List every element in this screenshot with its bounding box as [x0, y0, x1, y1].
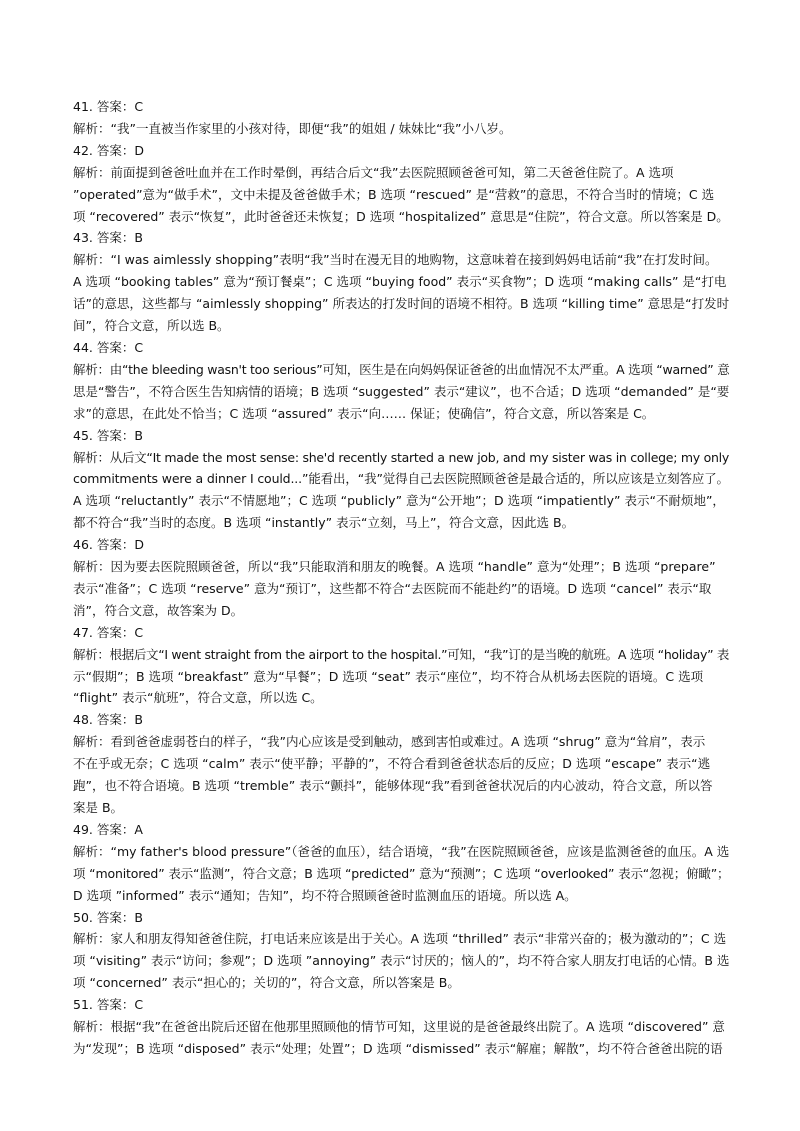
explanation-line: 解析：因为要去医院照顾爸爸，所以“我”只能取消和朋友的晚餐。A 选项 “handle” 意为“处理”；B 选项 “prepare”: [73, 559, 716, 575]
explanation-line: 解析：由“the bleeding wasn't too serious”可知，医生是在向妈妈保证爸爸的出血情况不太严重。A 选项 “warned” 意: [73, 361, 729, 377]
explanation-line: 项 “recovered” 表示“恢复”，此时爸爸还未恢复；D 选项 “hospitalized” 意思是“住院”，符合文意。所以答案是 D。: [73, 208, 729, 224]
explanation-line: 解析：“my father's blood pressure”（爸爸的血压），结合语境，“我”在医院照顾爸爸，应该是监测爸爸的血压。A 选: [73, 843, 729, 859]
explanation-line: 解析：根据“我”在爸爸出院后还留在他那里照顾他的情节可知，这里说的是爸爸最终出院了。A 选项 “discovered” 意: [73, 1019, 725, 1035]
explanation-line: 项 “monitored” 表示“监测”，符合文意；B 选项 “predicted” 意为“预测”；C 选项 “overlooked” 表示“忽视；俯瞰”；: [73, 865, 729, 881]
explanation-line: 都不符合“我”当时的态度。B 选项 “instantly” 表示“立刻，马上”，符合文意，因此选 B。: [73, 515, 575, 531]
answer-item: [73, 907, 729, 995]
answer-heading: 49. 答案：A: [73, 821, 143, 837]
explanation-line: 案是 B。: [73, 800, 124, 815]
explanation-line: 消”，符合文意，故答案为 D。: [73, 602, 244, 618]
answer-heading: 44. 答案：C: [73, 339, 144, 355]
explanation-line: 思是“警告”，不符合医生告知病情的语境；B 选项 “suggested” 表示“建议”，也不合适；D 选项 “demanded” 是“要: [73, 383, 729, 399]
explanation-line: 解析：根据后文“I went straight from the airport to the hospital.”可知，“我”订的是当晚的航班。A 选项 “holiday” 表: [73, 646, 729, 662]
explanation-line: 项 “visiting” 表示“访问；参观”；D 选项 ”annoying” 表示“讨厌的；恼人的”，均不符合家人朋友打电话的心情。B 选: [73, 953, 729, 969]
explanation-line: 解析：看到爸爸虚弱苍白的样子，“我”内心应该是受到触动，感到害怕或难过。A 选项 “shrug” 意为“耸肩”，表示: [73, 734, 706, 750]
answer-heading: 41. 答案：C: [73, 99, 144, 114]
explanation-line: 间”，符合文意，所以选 B。: [73, 318, 230, 334]
answer-item: [73, 96, 729, 140]
answer-heading: 48. 答案：B: [73, 712, 143, 728]
explanation-line: commitments were a dinner I could...”能看出，“我”觉得自己去医院照顾爸爸是最合适的，所以应该是立刻答应了。: [73, 471, 729, 487]
answer-heading: 46. 答案：D: [73, 537, 144, 553]
explanation-line: D 选项 ”informed” 表示“通知；告知”，均不符合照顾爸爸时监测血压的语境。所以选 A。: [73, 887, 577, 903]
answer-item: [73, 622, 729, 710]
explanation-line: 解析：从后文“It made the most sense: she'd recently started a new job, and my sister was in college; my only: [73, 449, 729, 465]
explanation-line: “flight” 表示“航班”，符合文意，所以选 C。: [73, 690, 323, 706]
answer-item: [73, 709, 729, 819]
explanation-line: 求”的意思，在此处不恰当；C 选项 “assured” 表示“向…… 保证；使确信”，符合文意，所以答案是 C。: [73, 405, 655, 421]
explanation-line: A 选项 “reluctantly” 表示“不情愿地”；C 选项 “publicly” 意为“公开地”；D 选项 “impatiently” 表示“不耐烦地”，: [73, 493, 725, 509]
explanation-line: 解析：家人和朋友得知爸爸住院，打电话来应该是出于关心。A 选项 “thrilled” 表示“非常兴奋的；极为激动的”；C 选: [73, 931, 727, 947]
answer-item: [73, 534, 729, 622]
explanation-line: 跑”，也不符合语境。B 选项 “tremble” 表示“颤抖”，能够体现“我”看到爸爸状况后的内心波动，符合文意，所以答: [73, 778, 713, 794]
explanation-line: 表示“准备”；C 选项 “reserve” 意为“预订”，这些都不符合“去医院而不能赴约”的语境。D 选项 “cancel” 表示“取: [73, 580, 712, 596]
answer-heading: 45. 答案：B: [73, 427, 143, 443]
explanation-line: 项 “concerned” 表示“担心的；关切的”，符合文意，所以答案是 B。: [73, 975, 460, 991]
answer-heading: 50. 答案：B: [73, 909, 143, 925]
answer-heading: 43. 答案：B: [73, 230, 143, 246]
answer-heading: 42. 答案：D: [73, 142, 144, 158]
answer-item: [73, 227, 729, 337]
explanation-line: 解析：“我”一直被当作家里的小孩对待，即便“我”的姐姐 / 妹妹比“我”小八岁。: [73, 120, 512, 136]
answer-heading: 47. 答案：C: [73, 624, 144, 640]
explanation-line: 解析：前面提到爸爸吐血并在工作时晕倒，再结合后文“我”去医院照顾爸爸可知，第二天爸爸住院了。A 选项: [73, 164, 674, 180]
answer-item: [73, 819, 729, 907]
explanation-line: ”operated”意为“做手术”，文中未提及爸爸做手术；B 选项 “rescued” 是“营救”的意思，不符合当时的情境；C 选: [73, 186, 715, 202]
explanation-line: 话”的意思，这些都与 “aimlessly shopping” 所表达的打发时间的语境不相符。B 选项 “killing time” 意思是“打发时: [73, 296, 729, 312]
explanation-line: 不在乎或无奈；C 选项 “calm” 表示“使平静；平静的”，不符合看到爸爸状态后的反应；D 选项 “escape” 表示“逃: [73, 756, 711, 772]
explanation-line: A 选项 “booking tables” 意为“预订餐桌”；C 选项 “buying food” 表示“买食物”；D 选项 “making calls” 是“打电: [73, 274, 727, 290]
answer-item: [73, 425, 729, 535]
answer-key-document: [73, 96, 729, 1060]
answer-heading: 51. 答案：C: [73, 997, 144, 1013]
answer-item: [73, 140, 729, 228]
explanation-line: 示“假期”；B 选项 “breakfast” 意为“早餐”；D 选项 “seat” 表示“座位”，均不符合从机场去医院的语境。C 选项: [73, 668, 704, 684]
answer-item: [73, 337, 729, 425]
explanation-line: 解析：“I was aimlessly shopping”表明“我”当时在漫无目的地购物，这意味着在接到妈妈电话前“我”在打发时间。: [73, 252, 718, 268]
answer-item: [73, 994, 729, 1060]
explanation-line: 为“发现”；B 选项 “disposed” 表示“处理；处置”；D 选项 “dismissed” 表示“解雇；解散”，均不符合爸爸出院的语: [73, 1040, 723, 1056]
